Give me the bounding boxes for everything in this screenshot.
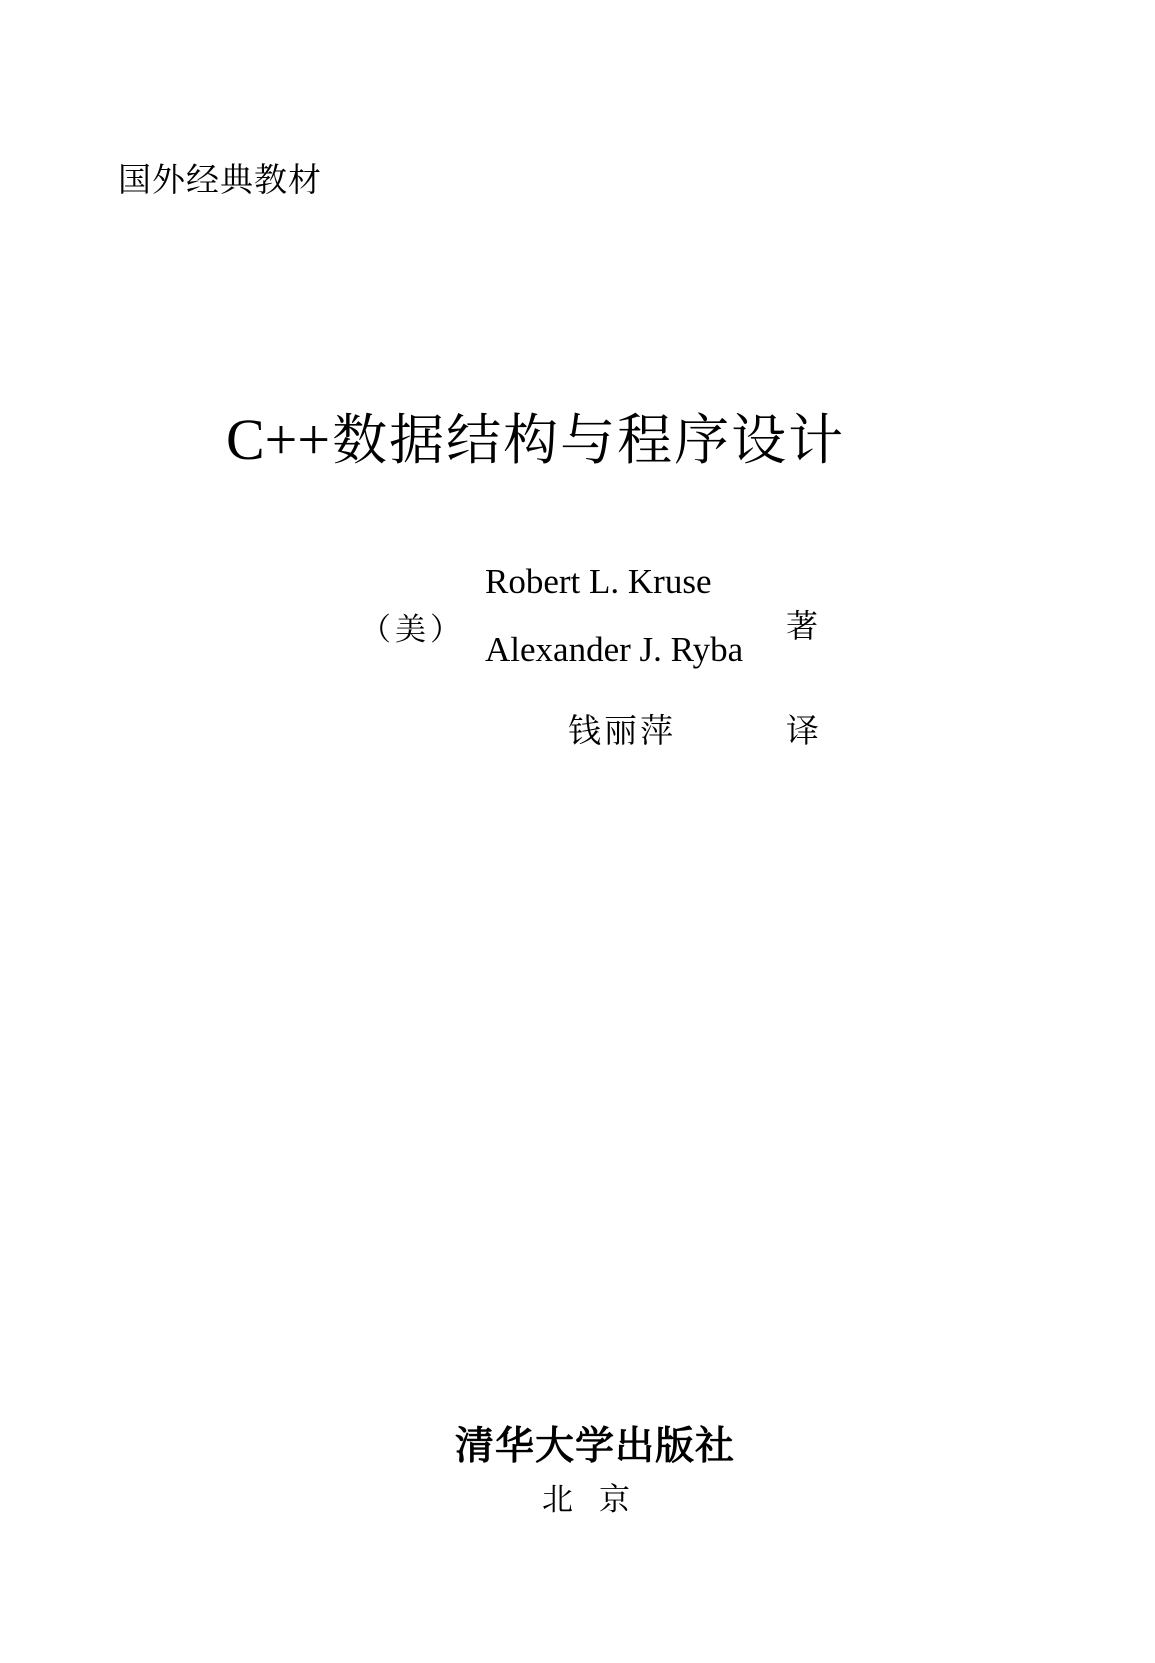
translator-role: 译 — [786, 711, 819, 750]
author-name-2: Alexander J. Ryba — [485, 630, 744, 669]
book-title — [226, 396, 845, 475]
publisher-city: 北京 — [542, 1482, 656, 1518]
author-role: 著 — [786, 607, 819, 645]
author-name-1: Robert L. Kruse — [485, 562, 712, 601]
translator-name: 钱丽萍 — [568, 711, 676, 750]
book-title-main: 数据结构与程序设计 — [332, 408, 846, 472]
publisher-name: 清华大学出版社 — [455, 1424, 736, 1469]
author-nationality: （美） — [360, 612, 465, 648]
series-label: 国外经典教材 — [118, 160, 322, 199]
book-title-prefix: C++ — [226, 407, 331, 472]
